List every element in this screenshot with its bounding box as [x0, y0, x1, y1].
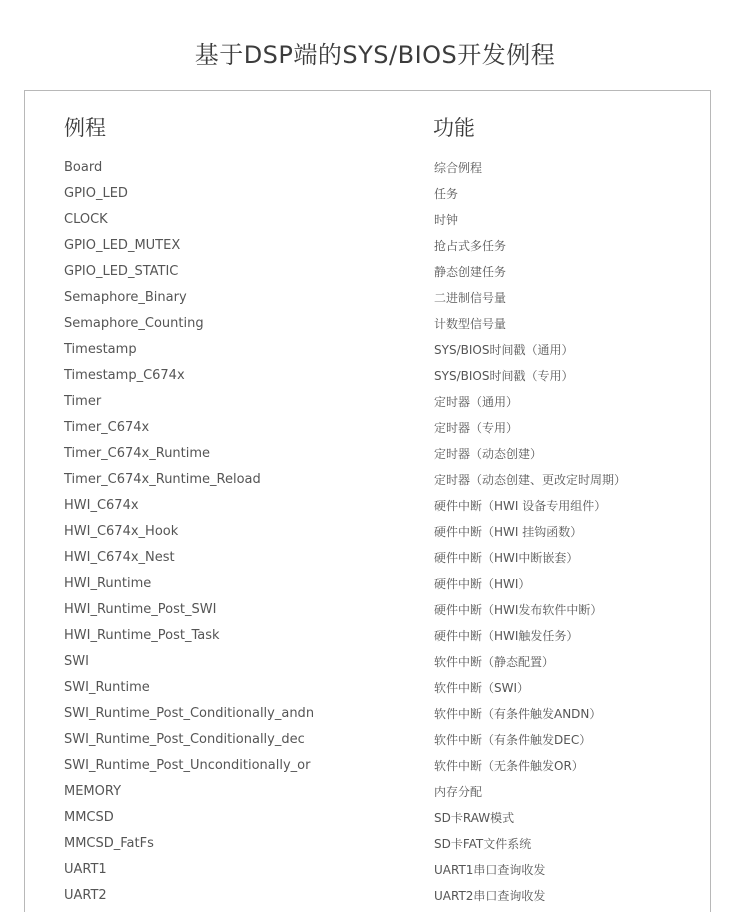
example-name: SWI — [64, 654, 89, 669]
example-function: 硬件中断（HWI 挂钩函数） — [434, 525, 583, 539]
table-row — [25, 493, 710, 519]
example-name: HWI_C674x_Nest — [64, 550, 175, 565]
example-name: HWI_Runtime_Post_SWI — [64, 602, 217, 617]
example-name: Timestamp_C674x — [64, 368, 185, 383]
example-name: UART2 — [64, 888, 107, 903]
example-name: HWI_C674x_Hook — [64, 524, 179, 539]
example-function: 二进制信号量 — [434, 291, 507, 305]
example-function: UART2串口查询收发 — [434, 889, 546, 903]
example-function: 计数型信号量 — [434, 317, 507, 331]
example-function: 硬件中断（HWI触发任务） — [434, 629, 579, 643]
example-function: UART1串口查询收发 — [434, 863, 546, 877]
column-header-example: 例程 — [64, 116, 106, 140]
example-function: 软件中断（无条件触发OR） — [434, 759, 584, 773]
example-function: 时钟 — [434, 213, 459, 227]
table-row — [25, 701, 710, 727]
example-function: 硬件中断（HWI中断嵌套） — [434, 551, 579, 565]
example-name: HWI_Runtime_Post_Task — [64, 628, 220, 643]
table-row — [25, 883, 710, 909]
table-row — [25, 831, 710, 857]
table-row — [25, 623, 710, 649]
table-row — [25, 571, 710, 597]
example-name: UART1 — [64, 862, 107, 877]
example-name: SWI_Runtime_Post_Unconditionally_or — [64, 758, 311, 773]
example-function: 综合例程 — [434, 161, 483, 175]
table-row — [25, 181, 710, 207]
example-name: HWI_Runtime — [64, 576, 152, 591]
example-name: MEMORY — [64, 784, 122, 799]
table-row — [25, 649, 710, 675]
example-function: 抢占式多任务 — [434, 239, 507, 253]
table-row — [25, 857, 710, 883]
examples-table — [24, 90, 711, 912]
example-function: 静态创建任务 — [434, 265, 507, 279]
example-function: 硬件中断（HWI） — [434, 577, 531, 591]
table-row — [25, 337, 710, 363]
table-row — [25, 285, 710, 311]
example-function: 定时器（通用） — [434, 395, 519, 409]
example-function: 内存分配 — [434, 785, 483, 799]
example-name: Timer_C674x_Runtime_Reload — [64, 472, 261, 487]
example-name: Semaphore_Binary — [64, 290, 187, 305]
table-body — [25, 155, 710, 909]
table-row — [25, 753, 710, 779]
example-name: Timer_C674x_Runtime — [64, 446, 211, 461]
example-name: Timer — [64, 394, 102, 409]
page-title: 基于DSP端的SYS/BIOS开发例程 — [194, 41, 556, 69]
table-row — [25, 779, 710, 805]
table-row — [25, 363, 710, 389]
example-name: SWI_Runtime_Post_Conditionally_dec — [64, 732, 305, 747]
example-function: SYS/BIOS时间戳（通用） — [434, 343, 574, 357]
example-name: SWI_Runtime_Post_Conditionally_andn — [64, 706, 315, 721]
table-row — [25, 519, 710, 545]
example-function: 定时器（动态创建） — [434, 447, 543, 461]
table-row — [25, 597, 710, 623]
table-row — [25, 727, 710, 753]
example-name: Timer_C674x — [64, 420, 150, 435]
table-row — [25, 259, 710, 285]
example-name: GPIO_LED_MUTEX — [64, 238, 181, 253]
example-name: GPIO_LED_STATIC — [64, 264, 179, 279]
example-name: Timestamp — [64, 342, 137, 357]
example-name: Board — [64, 160, 103, 175]
table-row — [25, 389, 710, 415]
example-name: HWI_C674x — [64, 498, 139, 513]
example-function: 硬件中断（HWI发布软件中断） — [434, 603, 603, 617]
example-function: 定时器（动态创建、更改定时周期） — [434, 473, 627, 487]
table-row — [25, 441, 710, 467]
example-name: SWI_Runtime — [64, 680, 150, 695]
example-function: 软件中断（有条件触发DEC） — [434, 733, 592, 747]
table-row — [25, 675, 710, 701]
example-function: 软件中断（有条件触发ANDN） — [434, 707, 602, 721]
table-row — [25, 467, 710, 493]
example-name: Semaphore_Counting — [64, 316, 204, 331]
table-row — [25, 207, 710, 233]
table-row — [25, 155, 710, 181]
table-row — [25, 233, 710, 259]
example-function: SD卡RAW模式 — [434, 811, 515, 825]
table-row — [25, 311, 710, 337]
example-function: SD卡FAT文件系统 — [434, 837, 532, 851]
example-function: 任务 — [434, 187, 459, 201]
example-name: GPIO_LED — [64, 186, 128, 201]
example-function: SYS/BIOS时间戳（专用） — [434, 369, 574, 383]
example-name: CLOCK — [64, 212, 108, 227]
example-function: 定时器（专用） — [434, 421, 519, 435]
table-row — [25, 415, 710, 441]
example-function: 软件中断（SWI） — [434, 681, 530, 695]
example-name: MMCSD — [64, 810, 114, 825]
table-row — [25, 545, 710, 571]
example-function: 软件中断（静态配置） — [434, 655, 555, 669]
example-function: 硬件中断（HWI 设备专用组件） — [434, 499, 607, 513]
example-name: MMCSD_FatFs — [64, 836, 154, 851]
table-row — [25, 805, 710, 831]
column-header-function: 功能 — [433, 116, 475, 140]
